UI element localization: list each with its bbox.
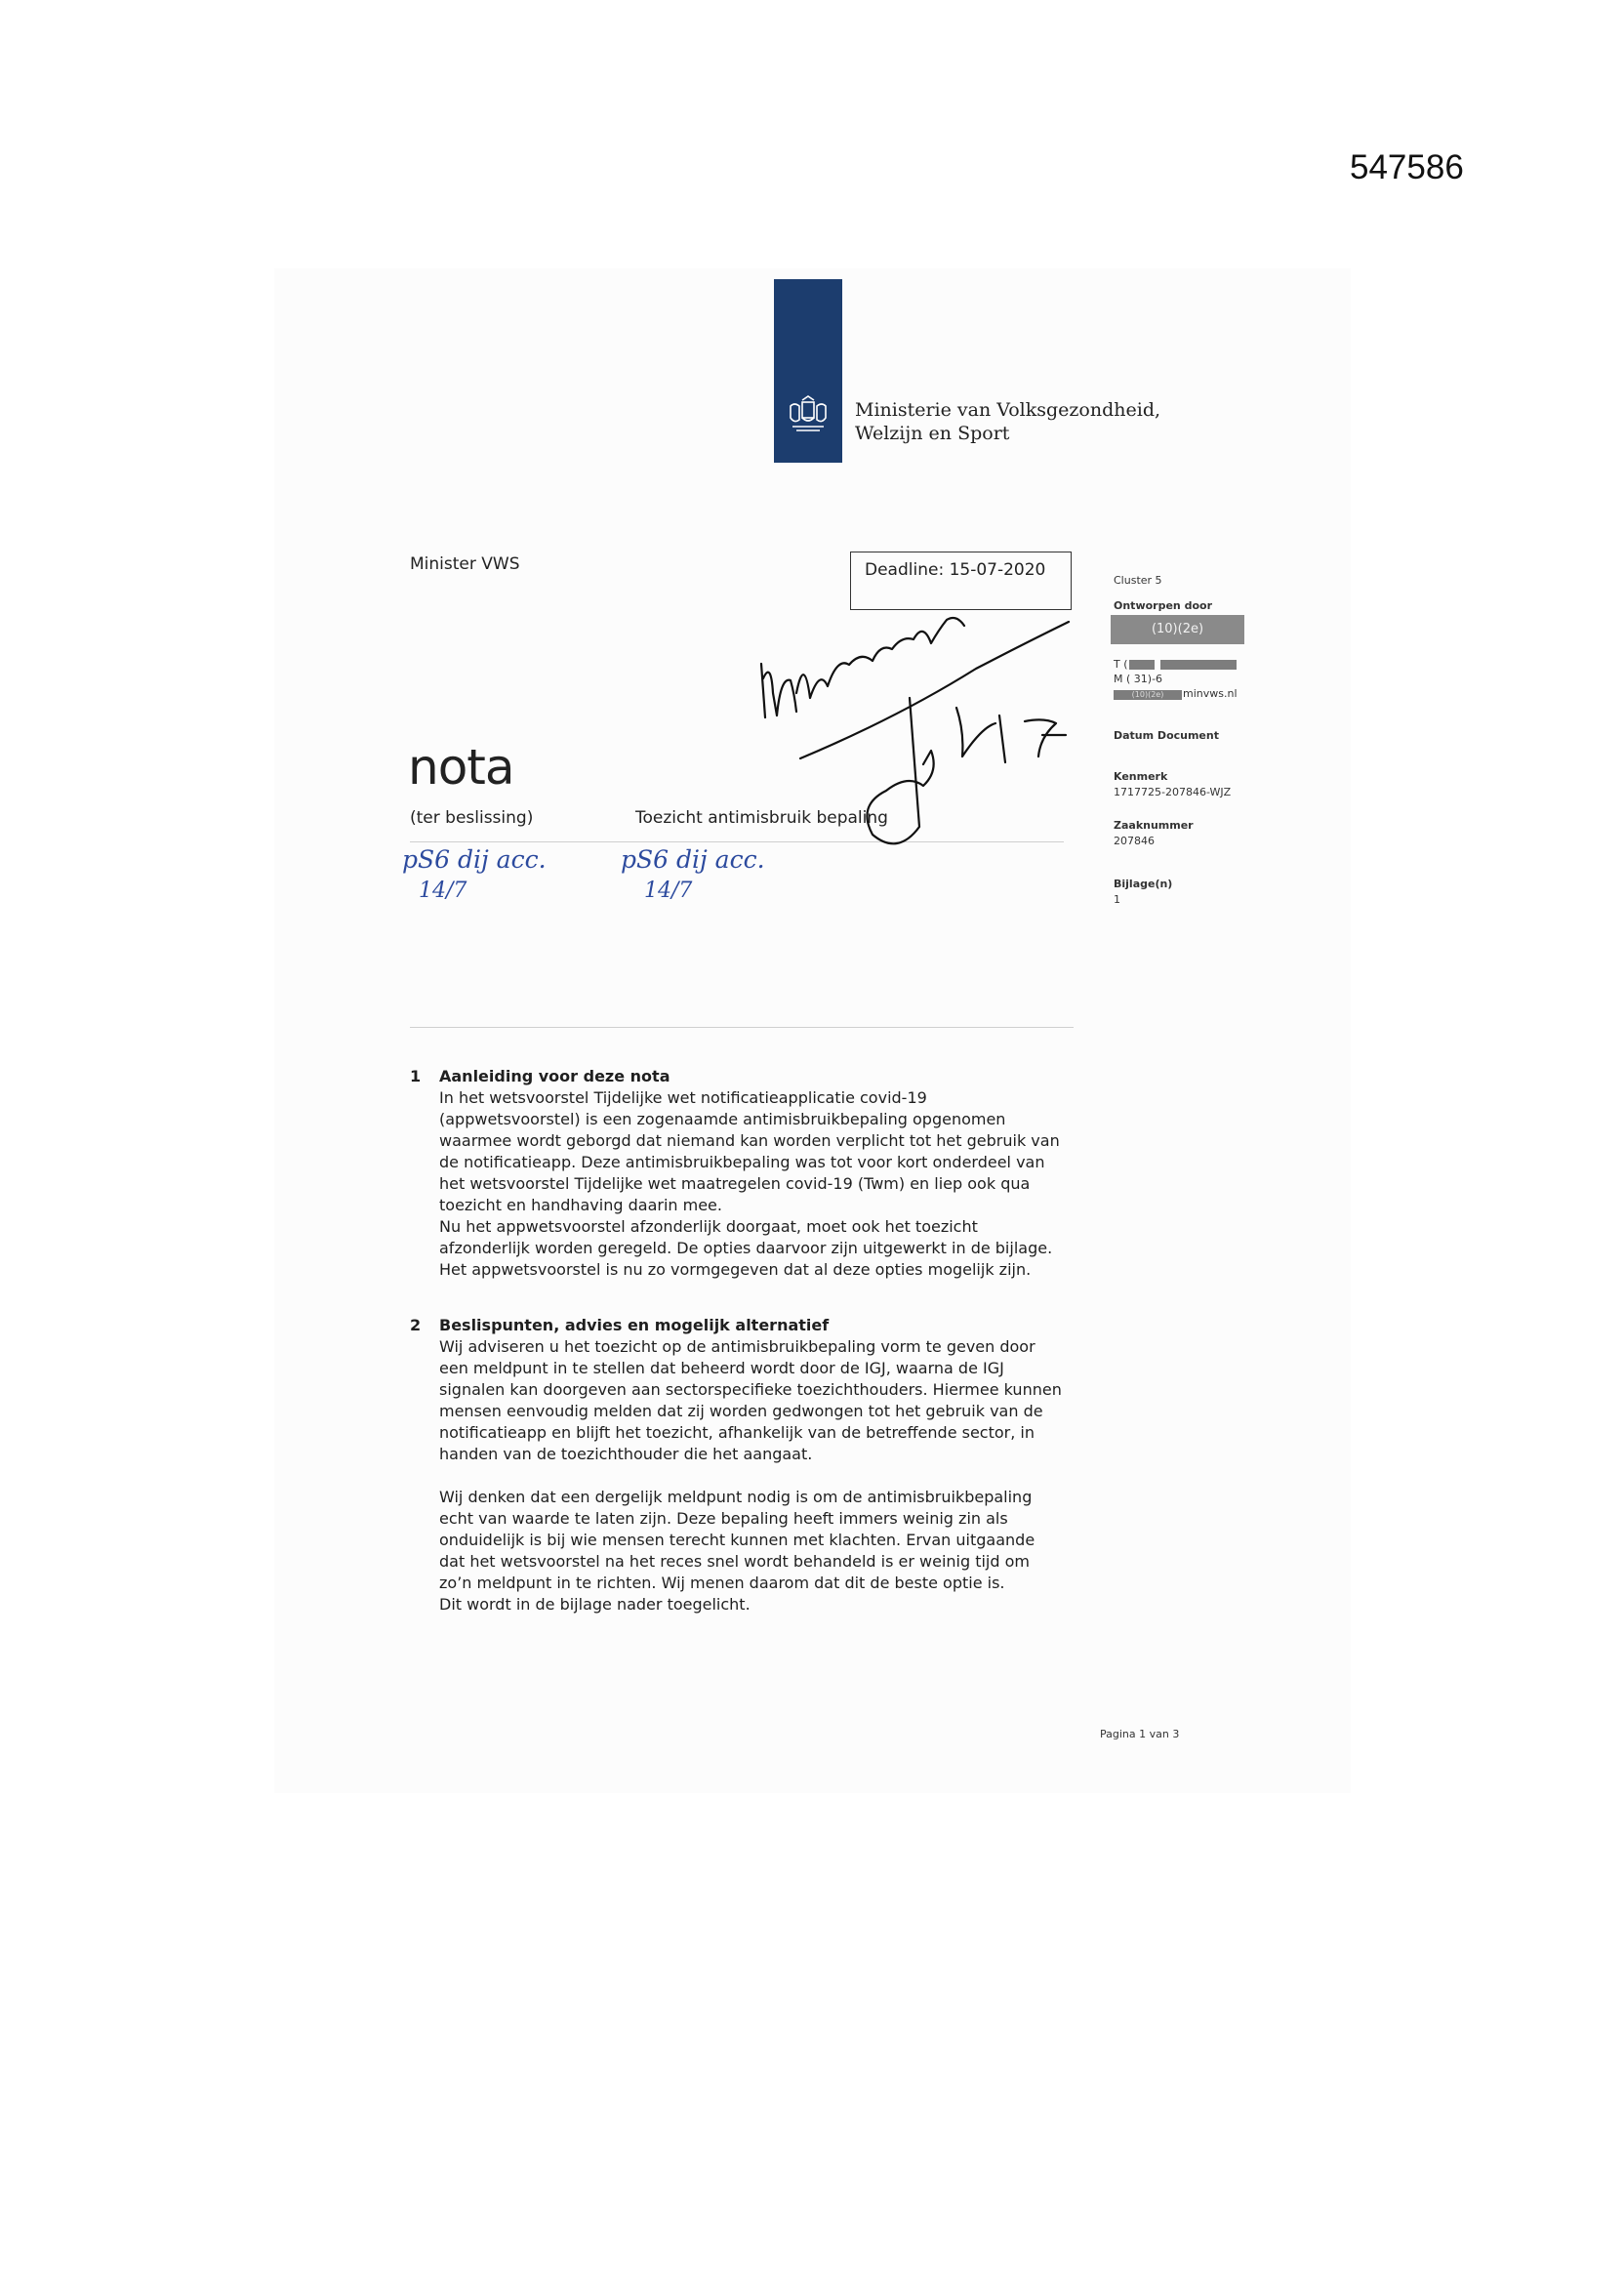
phone-t-prefix: T (	[1114, 658, 1128, 671]
designed-by-label: Ontworpen door	[1114, 599, 1212, 612]
subtitle-left: (ter beslissing)	[410, 808, 534, 828]
deadline-text: Deadline: 15-07-2020	[865, 560, 1046, 580]
body-line	[439, 1465, 1122, 1487]
body-line: handen van de toezichthouder die het aangaat.	[439, 1445, 813, 1463]
body-line: echt van waarde te laten zijn. Deze bepaling heeft immers weinig zin als	[439, 1509, 1008, 1528]
body-line: notificatieapp en blijft het toezicht, afhankelijk van de betreffende sector, in	[439, 1423, 1035, 1442]
body-line: afzonderlijk worden geregeld. De opties daarvoor zijn uitgewerkt in de bijlage.	[439, 1239, 1053, 1257]
body-line: het wetsvoorstel Tijdelijke wet maatregelen covid-19 (Twm) en liep ook qua	[439, 1174, 1031, 1193]
body-line: de notificatieapp. Deze antimisbruikbepaling was tot voor kort onderdeel van	[439, 1153, 1045, 1171]
redaction-phone-a	[1129, 660, 1155, 670]
redaction-email: (10)(2e)	[1114, 690, 1182, 700]
body-line: Nu het appwetsvoorstel afzonderlijk doorgaat, moet ook het toezicht	[439, 1217, 978, 1236]
redaction-block: (10)(2e)	[1111, 615, 1244, 644]
attachments-label: Bijlage(n)	[1114, 878, 1173, 890]
section-body	[439, 1336, 1122, 1615]
phone-t	[1114, 658, 1128, 671]
attachments-value: 1	[1114, 893, 1120, 906]
cluster-label: Cluster 5	[1114, 574, 1162, 587]
body-line: waarmee wordt geborgd dat niemand kan worden verplicht tot het gebruik van	[439, 1131, 1060, 1150]
section-heading: Beslispunten, advies en mogelijk alternatief	[439, 1316, 830, 1334]
document-number: 547586	[1350, 148, 1464, 186]
handwritten-note-1: pS6 dij acc.	[402, 845, 547, 874]
ministry-name-line2: Welzijn en Sport	[855, 423, 1010, 444]
date-label: Datum Document	[1114, 729, 1219, 742]
addressee: Minister VWS	[410, 554, 520, 574]
subtitle-right: Toezicht antimisbruik bepaling	[635, 808, 888, 828]
ministry-name	[855, 398, 1160, 445]
section-number: 2	[410, 1316, 422, 1334]
body-line: signalen kan doorgeven aan sectorspecifieke toezichthouders. Hiermee kunnen	[439, 1380, 1062, 1399]
body-line: toezicht en handhaving daarin mee.	[439, 1196, 722, 1214]
body-line: (appwetsvoorstel) is een zogenaamde antimisbruikbepaling opgenomen	[439, 1110, 1006, 1128]
body-line: Dit wordt in de bijlage nader toegelicht.	[439, 1595, 751, 1614]
body-line: dat het wetsvoorstel na het reces snel wordt behandeld is er weinig tijd om	[439, 1552, 1030, 1571]
handwritten-signature	[751, 600, 1103, 859]
handwritten-note-1-date: 14/7	[419, 879, 467, 903]
ministry-name-line1: Ministerie van Volksgezondheid,	[855, 399, 1161, 421]
reference-label: Kenmerk	[1114, 770, 1168, 783]
reference-value: 1717725-207846-WJZ	[1114, 786, 1232, 798]
page-title: nota	[408, 739, 514, 796]
email-suffix: minvws.nl	[1183, 687, 1238, 700]
ministry-logo	[774, 279, 842, 463]
body-line: In het wetsvoorstel Tijdelijke wet notificatieapplicatie covid-19	[439, 1088, 927, 1107]
case-label: Zaaknummer	[1114, 819, 1194, 832]
body-line: onduidelijk is bij wie mensen terecht kunnen met klachten. Ervan uitgaande	[439, 1531, 1035, 1549]
body-line: een meldpunt in te stellen dat beheerd wordt door de IGJ, waarna de IGJ	[439, 1359, 1004, 1377]
body-line: zo’n meldpunt in te richten. Wij menen daarom dat dit de beste optie is.	[439, 1574, 1005, 1592]
body-line: Wij denken dat een dergelijk meldpunt nodig is om de antimisbruikbepaling	[439, 1488, 1033, 1506]
handwritten-note-2: pS6 dij acc.	[621, 845, 765, 874]
body-line: mensen eenvoudig melden dat zij worden gedwongen tot het gebruik van de	[439, 1402, 1043, 1420]
body-line: Wij adviseren u het toezicht op de antimisbruikbepaling vorm te geven door	[439, 1337, 1035, 1356]
case-value: 207846	[1114, 835, 1155, 847]
phone-m: M ( 31)-6	[1114, 673, 1163, 685]
section-number: 1	[410, 1067, 422, 1085]
handwritten-note-2-date: 14/7	[644, 879, 693, 903]
coat-of-arms-icon	[787, 394, 830, 433]
section-heading: Aanleiding voor deze nota	[439, 1067, 670, 1085]
body-line: Het appwetsvoorstel is nu zo vormgegeven dat al deze opties mogelijk zijn.	[439, 1260, 1032, 1279]
divider-bottom	[410, 1027, 1074, 1028]
redaction-phone-b	[1160, 660, 1237, 670]
section-body	[439, 1087, 1122, 1281]
page-number: Pagina 1 van 3	[1100, 1728, 1180, 1740]
